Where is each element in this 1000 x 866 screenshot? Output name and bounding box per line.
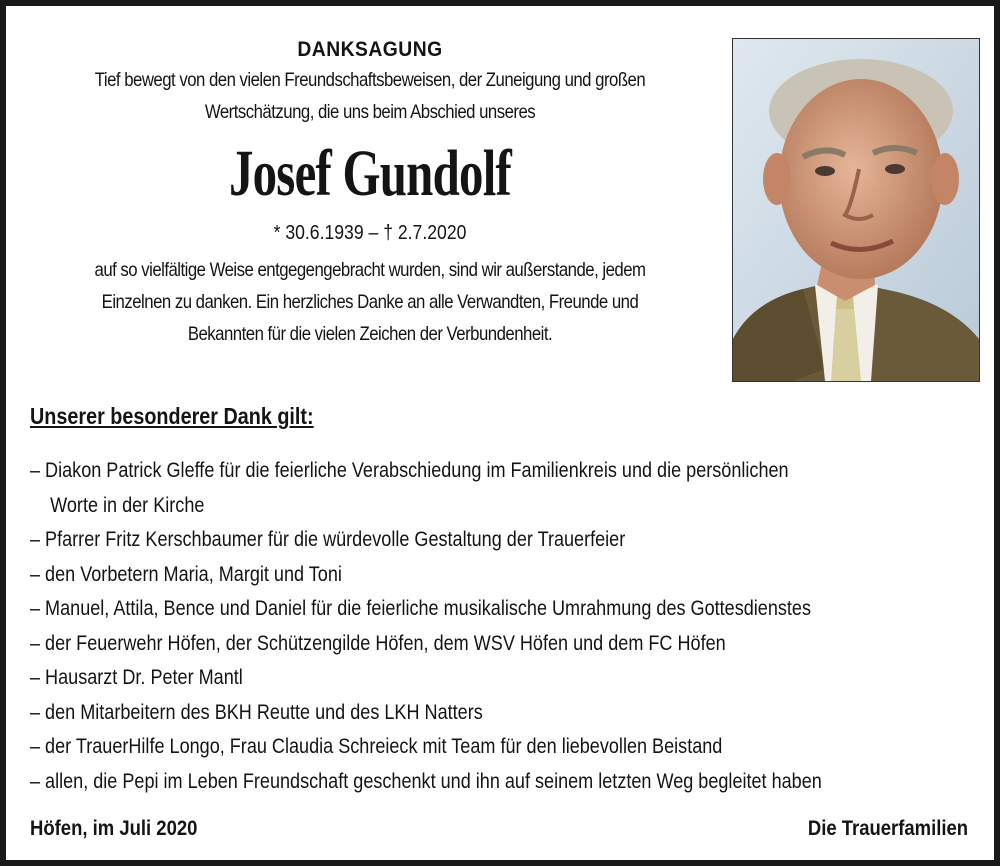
deceased-name: Josef Gundolf [228, 137, 512, 210]
notice-heading: DANKSAGUNG [297, 38, 443, 61]
body-line: Einzelnen zu danken. Ein herzliches Danke an alle Verwandten, Freunde und [101, 291, 639, 313]
body-line: auf so vielfältige Weise entgegengebracht wurden, sind wir außerstande, jedem [94, 259, 646, 281]
list-item: – Manuel, Attila, Bence und Daniel für die feierliche musikalische Umrahmung des Gottesdienstes [30, 596, 812, 620]
section-title: Unserer besonderer Dank gilt: [30, 403, 314, 429]
signature: Die Trauerfamilien [807, 817, 968, 840]
intro-line: Tief bewegt von den vielen Freundschaftsbeweisen, der Zuneigung und großen [94, 69, 646, 91]
list-item: – Pfarrer Fritz Kerschbaumer für die würdevolle Gestaltung der Trauerfeier [30, 527, 626, 551]
list-item: – der TrauerHilfe Longo, Frau Claudia Schreieck mit Team für den liebevollen Beistand [30, 734, 723, 758]
portrait-illustration [733, 39, 979, 381]
list-item: – den Mitarbeitern des BKH Reutte und des LKH Natters [30, 699, 483, 724]
list-item: – den Vorbetern Maria, Margit und Toni [30, 561, 342, 586]
list-item: – Diakon Patrick Gleffe für die feierliche Verabschiedung im Familienkreis und die persönlichen [30, 458, 789, 482]
list-item: – allen, die Pepi im Leben Freundschaft geschenkt und ihn auf seinem letzten Weg begleitet haben [30, 768, 822, 793]
list-item: Worte in der Kirche [50, 492, 205, 517]
body-line: Bekannten für die vielen Zeichen der Verbundenheit. [187, 323, 553, 345]
intro-block [20, 36, 720, 350]
portrait-photo [732, 38, 980, 382]
life-dates: * 30.6.1939 – † 2.7.2020 [273, 222, 467, 244]
list-item: – der Feuerwehr Höfen, der Schützengilde Höfen, dem WSV Höfen und dem FC Höfen [30, 630, 726, 655]
thanks-list [30, 453, 990, 798]
list-item: – Hausarzt Dr. Peter Mantl [30, 665, 243, 689]
place-date: Höfen, im Juli 2020 [30, 817, 198, 840]
intro-line: Wertschätzung, die uns beim Abschied unseres [204, 101, 536, 123]
